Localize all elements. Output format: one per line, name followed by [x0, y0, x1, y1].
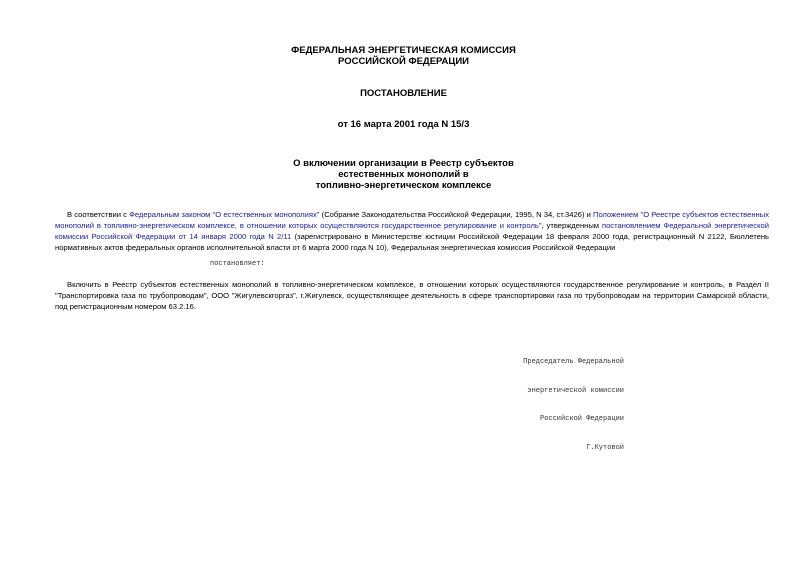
resolves-label: постановляет: — [210, 260, 265, 268]
fek-resolution-link[interactable]: постановлением Федеральной энергетической комиссии Российской Федерации от 14 января 2000 года N 2/11 — [55, 221, 769, 241]
preamble-text-2: (Собрание Законодательства Российской Федерации, 1995, N 34, ст.3426) и — [319, 210, 593, 219]
document-type: ПОСТАНОВЛЕНИЕ — [360, 88, 447, 99]
title-line-2: естественных монополий в — [338, 169, 469, 180]
preamble-text-1: В соответствии с — [67, 210, 130, 219]
date-number: от 16 марта 2001 года N 15/3 — [337, 119, 470, 130]
signature-line-1: Председатель Федеральной — [523, 358, 624, 366]
title-line-3: топливно-энергетическом комплексе — [315, 180, 492, 191]
document-title — [0, 158, 807, 191]
preamble-text-4: (зарегистрировано в Министерстве юстиции Российской Федерации 18 февраля 2000 года, регистрационный N 2122, Бюллетень нормативных актов федеральных органов исполнительной власти от 6 марта 2000 года N 10), Федеральная энергетическая комиссия Российской Федерации — [55, 232, 769, 252]
resolution-paragraph: Включить в Реестр субъектов естественных монополий в топливно-энергетическом комплексе, в отношении которых осуществляются государственное регулирование и контроль, в Раздел II "Транспортировка газа по трубопроводам", ООО "Жигулевскгоргаз", г.Жигулевск, осуществляющее деятельность в сфере транспортировки газа по трубопроводам на территории Самарской области, под регистрационным номером 63.2.16. — [55, 280, 769, 311]
preamble-text-3: , утвержденным — [541, 221, 602, 230]
commission-line-1: ФЕДЕРАЛЬНАЯ ЭНЕРГЕТИЧЕСКАЯ КОМИССИЯ — [291, 45, 516, 56]
federal-law-link[interactable]: Федеральным законом "О естественных монополиях" — [129, 210, 320, 219]
signature-line-3: Российской Федерации — [539, 415, 624, 423]
signature-line-2: энергетической комиссии — [527, 386, 624, 395]
signature-name: Г.Кутовой — [586, 443, 624, 452]
commission-line-2: РОССИЙСКОЙ ФЕДЕРАЦИИ — [337, 56, 469, 67]
preamble-paragraph — [55, 209, 769, 253]
title-line-1: О включении организации в Реестр субъектов — [293, 158, 514, 169]
registry-regulation-link[interactable]: Положением "О Реестре субъектов естественных монополий в топливно-энергетическом комплексе, в отношении которых осуществляются государственное регулирование и контроль" — [55, 210, 769, 230]
signature-block — [523, 339, 624, 463]
commission-title — [0, 45, 807, 67]
